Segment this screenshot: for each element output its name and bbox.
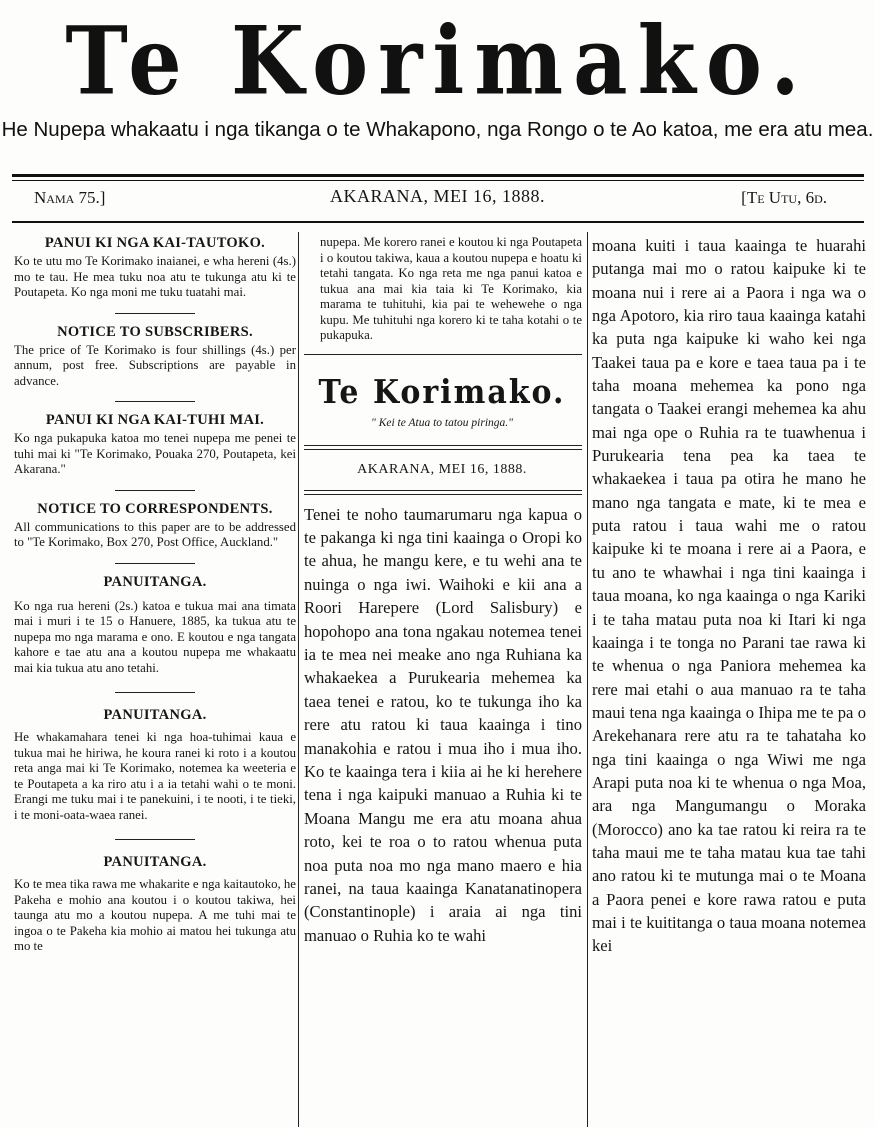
notice-heading: PANUI KI NGA KAI-TUHI MAI. <box>45 412 265 428</box>
notice-text: Ko nga pukapuka katoa mo tenei nupepa me penei te tuhi mai ki "Te Korimako, Pouaka 270, Poutapeta, kei Akarana." <box>14 431 296 476</box>
continuation-text: nupepa. Me korero ranei e koutou ki nga Poutapeta i o koutou takiwa, kaua a koutou nupepa e hoatu ki tetahi tangata. Ko nga reta me nga panui katoa e tukua ana mai kia taia ki Te Korimako, kia marama te tuhituhi, kia pai te wehewehe o nga kupu. Me tuhituhi nga korero ki te taha kotahi o te pukapuka. <box>320 235 582 342</box>
column-divider-1 <box>298 232 299 1127</box>
editorial-masthead-box <box>304 354 582 495</box>
notice-heading: PANUITANGA. <box>103 854 207 870</box>
notice-heading: PANUITANGA. <box>103 573 207 590</box>
editorial-title: Te Korimako. <box>318 372 566 412</box>
issue-date: AKARANA, MEI 16, 1888. <box>330 186 545 206</box>
notice-heading: PANUI KI NGA KAI-TAUTOKO. <box>44 235 266 251</box>
divider <box>115 839 195 840</box>
notice-text: The price of Te Korimako is four shillings (4s.) per annum, post free. Subscriptions are payable in advance. <box>14 342 296 388</box>
notice-text: Ko te utu mo Te Korimako inaianei, e wha hereni (4s.) mo te tau. He mea tuku noa atu te tukunga atu ki te Poutapeta. Ko nga moni me tuku tuatahi mai. <box>14 254 296 299</box>
notice-text: He whakamahara tenei ki nga hoa-tuhimai kaua e tukua mai he hiriwa, he koura ranei ki roto i a koutou reta anga mai ki Te Korimako, notemea ka weeteria e te Poutapeta a ka riro atu i a ia tetahi wahi o te moni. Erangi me tuku mai i te panekuini, i te nooti, i te tieki, i te moni-oata-waea ranei. <box>14 730 296 822</box>
column-article-continued <box>592 232 866 1127</box>
newspaper-subtitle: He Nupepa whakaatu i nga tikanga o te Whakapono, nga Rongo o te Ao katoa, me era atu mea. <box>1 118 874 141</box>
issue-price: [Te Utu, 6d. <box>741 188 827 207</box>
column-notices <box>14 232 296 1127</box>
box-rule-mid <box>304 445 582 450</box>
notice-text: Ko nga rua hereni (2s.) katoa e tukua mai ana timata mai i muri i te 15 o Hanuere, 1885, ka tukua atu te nupepa mo nga marama e ono. E koutou e nga tangata kahore e tae atu ana a koutou nupepa me whakaatu mai kia tukua atu ano tetahi. <box>14 598 296 675</box>
notice-text: Ko te mea tika rawa me whakarite e nga kaitautoko, he Pakeha e mohio ana koutou i o koutou takiwa, hei taunga atu mo a koutou nupepa. A me tuhi mai te ingoa o te Pakeha kia mohio ai matou hei tukunga atu mo te <box>14 877 296 953</box>
editorial-date: AKARANA, MEI 16, 1888. <box>357 461 527 477</box>
divider <box>115 563 195 564</box>
article-continuation-text: moana kuiti i taua kaainga te huarahi putanga mai mo o ratou kaipuke ki te moana nui i rere ai a Paora i nga wa o nga Apotoro, kia riro taua kaainga katahi ka puta nga kaipuke ki waho kei nga Taakei taua pa e kore e taea taua pa i te taha moana mehemea ka pono nga tangata o Taakei erangi mehemea ka ahu mai nga ope o Ruhia ra te tuawhenua i Purukearia tena pea ka taea te whakaekea i taua pa otira he mano he mano nga tangata e mate, ki te mea e puta ratou i taua wahi me o ratou kaipuke ki te moana i rere ai a Paora, e tu ano te whawhai i nga tini kaainga i taua moana, ko nga kaainga o nga Kariki i te taha matau puta noa ki Itari ki nga kaainga i te tonga no Parani tae rawa ki te whenua o nga Paniora mehemea ka rere mai etahi o aua manuao ra te taha maui tena nga kaainga o Ihipa me te pa o Arekehanara rere atu ra te tahataha ko nga tini kaainga o nga Wiwi me nga Arapi puta noa ki te whenua o nga Moa, ara nga Mangumangu o Moraka (Morocco) ano ka tae ratou ki reira ra te taha maui me te taha matau kua tae tahi ano ratou ki te mutunga mai o te Moana a Paora penei e kore rawa ratou e puta mai i te kuititanga o taua moana notemea kei <box>592 236 866 956</box>
editorial-motto: " Kei te Atua to tatou piringa." <box>370 416 513 429</box>
notice-heading: NOTICE TO CORRESPONDENTS. <box>37 500 273 517</box>
box-rule-bottom <box>304 490 582 495</box>
column-editorial <box>304 232 582 1127</box>
dateline <box>0 186 875 212</box>
divider <box>115 490 195 491</box>
article-text: Tenei te noho taumarumaru nga kapua o te pakanga ki nga tini kaainga o Oropi ko te ahua, he mangu kere, e tu wehi ana te nuinga o nga iwi. Waihoki e kii ana a Roori Harepere (Lord Salisbury) e hopohopo ana tona ngakau notemea tenei ia te mea nei meake ano nga Ruhiana ka whakaekea a Purukearia mehemea ka taea tenei e ratou, ko te tukunga iho ka rere atu ratou ki taua kaainga i tino manakohia e ratou i mua iho i mua iho. Ko te kaainga tera i kiia ai he ki herehere tena i nga kaipuki manuao a Ruhia ki te Moana Mangu me era atu moana ahua roto, kei te roa o to ratou whenua puta noa puta noa mo nga mano maero e hia ranei, na taua kaainga Kanatanatinopera (Constantinople) i araia ai nga tini manuao o Ruhia ko te wahi <box>304 504 582 945</box>
box-rule-top <box>304 354 582 355</box>
issue-number: Nama 75.] <box>34 188 106 207</box>
divider <box>115 313 195 314</box>
dateline-rule <box>12 221 864 223</box>
notice-heading: NOTICE TO SUBSCRIBERS. <box>57 323 253 340</box>
masthead-rule-thin <box>12 180 864 181</box>
newspaper-title: Te Korimako. <box>65 5 810 116</box>
masthead-rule-thick <box>12 174 864 177</box>
divider <box>115 692 195 693</box>
divider <box>115 401 195 402</box>
column-divider-2 <box>587 232 588 1127</box>
notice-heading: PANUITANGA. <box>103 707 207 723</box>
notice-text: All communications to this paper are to be addressed to "Te Korimako, Box 270, Post Office, Auckland." <box>14 519 296 549</box>
masthead <box>0 0 875 175</box>
